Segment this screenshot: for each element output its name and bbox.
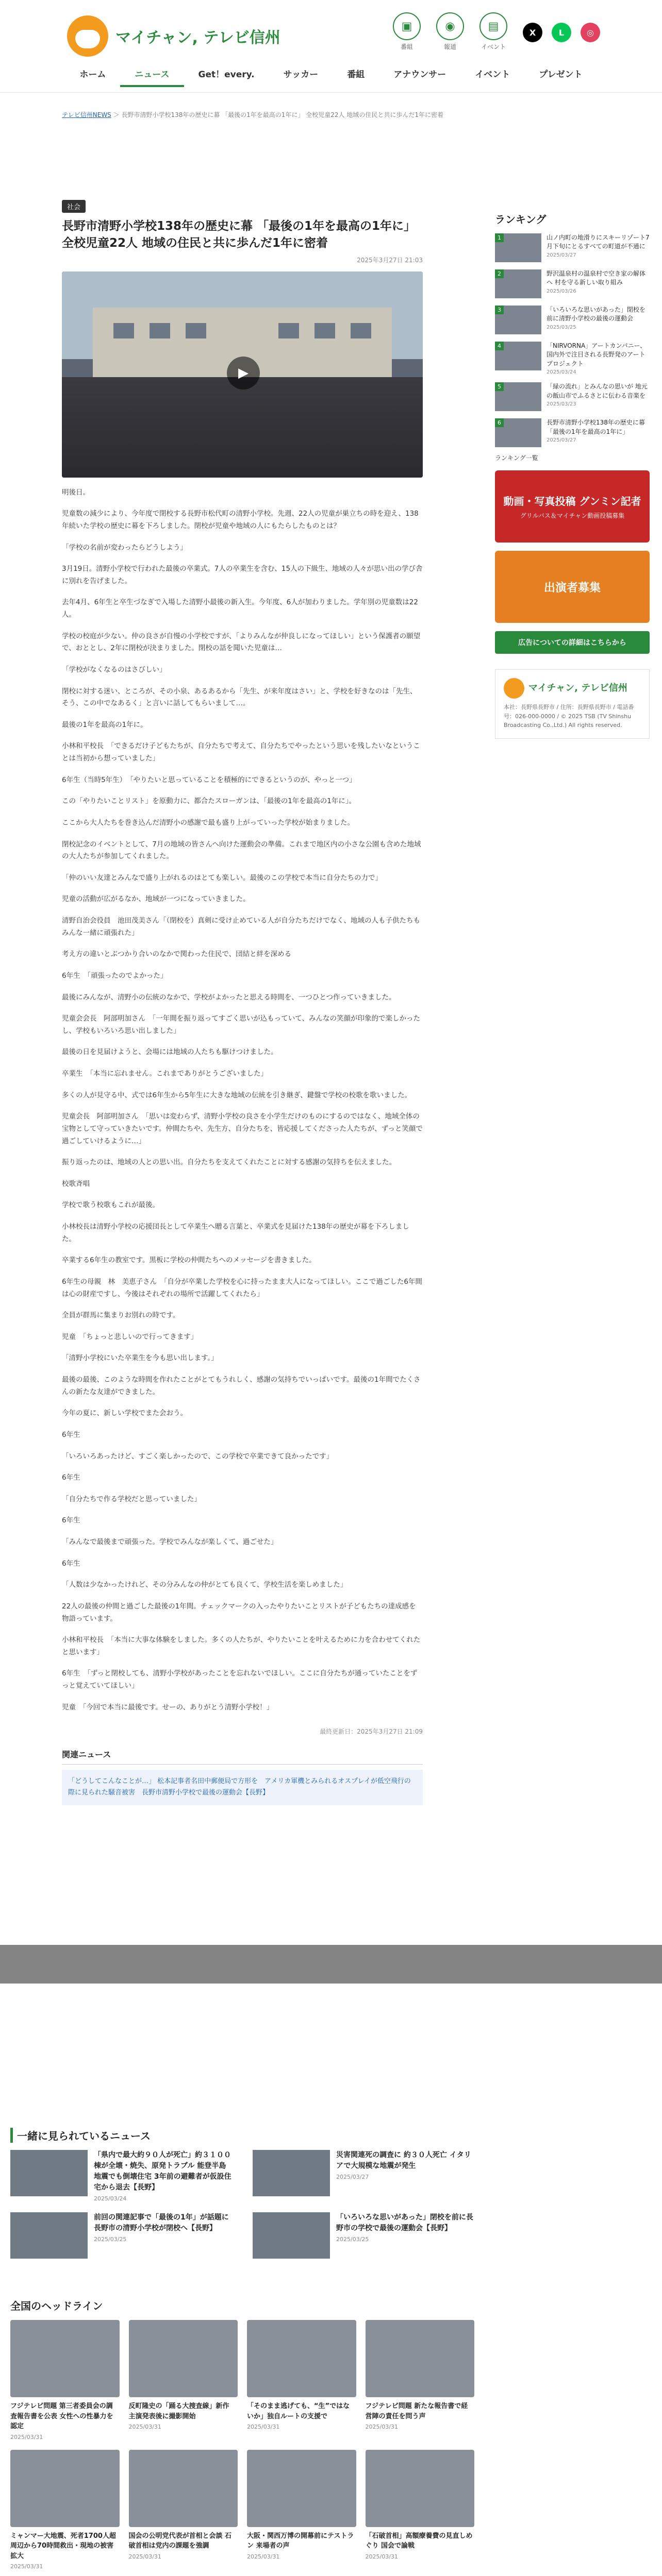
ranking-title: ランキング: [495, 213, 547, 226]
x-icon[interactable]: X: [523, 23, 542, 42]
news-title: フジテレビ問題 第三者委員会の調査報告書を公表 女性への性暴力を認定: [10, 2402, 113, 2430]
site-name: マイチャン, テレビ信州: [115, 29, 280, 47]
ranking-item[interactable]: [495, 233, 650, 262]
news-title: 反町隆史の「踊る大捜査線」新作 主演発表後に撮影開始: [128, 2402, 229, 2420]
ranking-date: 2025/03/26: [547, 288, 576, 294]
ranking-number: 1: [495, 233, 504, 242]
news-date: 2025/03/25: [94, 2236, 127, 2243]
related-links[interactable]: 「どうしてこんなことが…」 松本記事者名田中郵便局で方形を アメリカ軍機とみられるオスプレイが低空飛行の際に見られた騒音被害 長野市清野小学校で最後の運動会【長野】: [62, 1770, 423, 1805]
news-date: 2025/03/24: [94, 2195, 127, 2202]
follow-news-item[interactable]: [10, 2212, 232, 2259]
follow-news-item[interactable]: [10, 2150, 232, 2202]
header-link-tv[interactable]: [393, 12, 421, 51]
article-paragraph: 児童の活動が広がるなか、地域が一つになっていきました。: [62, 895, 250, 904]
news-title: ミャンマー大地震、死者1700人超 周辺から70時間救出・現地の被害拡大: [10, 2532, 116, 2560]
article-paragraph: 考え方の違いとぶつかり合いのなかで関わった住民で、団結と絆を深める: [62, 950, 292, 959]
calendar-icon: ▤: [479, 12, 507, 40]
article-paragraph: 学校の校庭が少ない。仲の良さが自慢の小学校ですが、「よりみんなが仲良しになってほしい」という保護者の願望で、おととし、2年に閉校が決まりました。閉校の話を聞いた児童は…: [62, 632, 421, 653]
news-thumbnail: [247, 2450, 356, 2527]
nav-every[interactable]: Get！every.: [198, 70, 255, 80]
article-paragraph: 6年生 「ずっと閉校しても、清野小学校があったことを忘れないでほしい。ここに自分たちが通っていたことをずっと覚えていてほしい」: [62, 1669, 418, 1690]
ranking-list: [495, 233, 650, 447]
banner-cast-title: 出演者募集: [543, 581, 601, 595]
article-date: 2025年3月27日 21:03: [357, 256, 423, 264]
news-card[interactable]: [10, 2450, 120, 2570]
article-paragraph: 6年生: [62, 1430, 80, 1439]
site-logo[interactable]: [67, 15, 280, 57]
news-card[interactable]: [366, 2450, 475, 2570]
banner-gunmin[interactable]: [495, 470, 650, 543]
news-date: 2025/03/31: [128, 2424, 161, 2430]
news-thumbnail: [129, 2320, 238, 2397]
news-title: 「石破首相」高額療養費の見直しめぐり 国会で論戦: [365, 2532, 473, 2550]
ranking-number: 4: [495, 342, 504, 350]
article-title: 長野市清野小学校138年の歴史に幕 「最後の1年を最高の1年に」 全校児童22人 地域の住民と共に歩んだ1年に密着: [62, 219, 416, 250]
headlines-section: [10, 2298, 474, 2570]
article-paragraph: 「いろいろあったけど、すごく楽しかったので、この学校で卒業できて良かったです」: [62, 1452, 334, 1461]
nav-news[interactable]: ニュース: [120, 62, 184, 87]
header-link-label: 番組: [400, 43, 413, 50]
article-paragraph: この「やりたいことリスト」を原動力に、都合たスローガンは、「最後の1年を最高の1年に」。: [62, 797, 356, 806]
ranking-more-link[interactable]: ランキング一覧: [495, 454, 538, 462]
article-paragraph: 「人数は少なかったけれど、その分みんなの仲がとても良くて、学校生活を楽しめました」: [62, 1581, 347, 1589]
news-card[interactable]: [366, 2320, 475, 2441]
news-date: 2025/03/31: [247, 2553, 280, 2560]
article-paragraph: 去年4月、6年生と卒生づなぎで入場した清野小最後の新入生。今年度、6人が加わりました。学年別の児童数は22人。: [62, 598, 418, 619]
article-paragraph: 卒業生 「本当に忘れません。これまでありがとうございました」: [62, 1070, 268, 1078]
ranking-item[interactable]: [495, 269, 650, 298]
article-paragraph: 「自分たちで作る学校だと思っていました」: [62, 1495, 201, 1503]
news-thumbnail: [253, 2150, 330, 2196]
news-title: 大阪・関西万博の開幕前にテストラン 来場者の声: [247, 2532, 354, 2550]
news-date: 2025/03/31: [365, 2553, 398, 2560]
sidebar-brand: マイチャン, テレビ信州: [528, 682, 627, 693]
article-paragraph: 振り返ったのは、地域の人との思い出。自分たちを支えてくれたことに対する感謝の気持ちを伝えました。: [62, 1158, 396, 1167]
line-icon[interactable]: L: [552, 23, 571, 42]
news-title: 「そのまま逃げても、“生”ではないか」独自ルートの支援で: [247, 2402, 350, 2420]
ranking-date: 2025/03/27: [547, 252, 576, 258]
article-paragraph: 児童数の減少により、今年度で閉校する長野市松代町の清野小学校。先週、22人の児童が巣立ちの時を迎え、138年続いた学校の歴史に幕を下ろしました。閉校が児童や地域の人にもたらしたものとは？: [62, 510, 419, 530]
ad-overlay: [0, 1945, 662, 1984]
article-paragraph: 最後の日を見届けようと、会場には地域の人たちも駆けつけました。: [62, 1048, 278, 1057]
instagram-icon[interactable]: ◎: [581, 23, 600, 42]
article-paragraph: 卒業する6年生の教室です。黒板に学校の仲間たちへのメッセージを書きました。: [62, 1256, 316, 1265]
article-video[interactable]: [62, 272, 423, 478]
article-paragraph: 小林和平校長 「本当に大事な体験をしました。多くの人たちが、やりたいことを叶えるために力を合わせてくれたと思います」: [62, 1636, 421, 1656]
follow-news-section: [10, 2128, 474, 2259]
article-paragraph: 3月19日。清野小学校で行われた最後の卒業式。7人の卒業生を含む、15人の下級生、地域の人々が思い出の学び舎に別れを告げました。: [62, 565, 423, 585]
article-paragraph: 児童会会長 阿部明加さん 「一年間を振り返ってすごく思いが込もっていて、みんなの笑顔が印象的で楽しかったし、学校もいろいろ思い出しました」: [62, 1014, 420, 1035]
article-paragraph: 閉校に対する迷い、ところが、その小泉、あるあるから「先生、が来年度はさい」と、学校を好きなのは「先生、そう、この中でなあるく」と言いに話してもらいまして…。: [62, 687, 417, 708]
article-paragraph: 児童会長 阿部明加さん 「思いは変わらず、清野小学校の良さを小学生だけのものにするのではなく、地域全体の宝物として守っていきたいです。仲間たちや、先生方、自分たちを、皆応援してくださった人たちが、ずっと笑顔で過ごしていけるように…」: [62, 1112, 423, 1145]
news-thumbnail: [10, 2150, 88, 2196]
site-header: [0, 0, 662, 93]
nav-programs[interactable]: 番組: [347, 70, 365, 80]
ranking-thumbnail: [495, 382, 541, 411]
header-link-event[interactable]: [479, 12, 507, 51]
article-paragraph: 校歌斉唱: [62, 1179, 90, 1188]
mascot-logo-icon: [67, 15, 108, 57]
ranking-text: 山ノ内町の地滑りにスキーリゾート7月下旬にとるすべての町道が不通に: [547, 234, 650, 250]
article-body: [62, 487, 423, 1714]
article-paragraph: 「清野小学校にいた卒業生を今も思い出します。」: [62, 1354, 218, 1363]
news-date: 2025/03/25: [336, 2236, 369, 2243]
nav-home[interactable]: ホーム: [79, 70, 106, 80]
news-title: 「県内で最大約９０人が死亡」約３１００棟が全壊・焼失、原発トラブル 能登半島地震でも倒壊住宅 3年前の避難者が仮設住宅から退去【長野】: [94, 2151, 231, 2192]
news-date: 2025/03/31: [10, 2433, 43, 2441]
news-thumbnail: [366, 2320, 475, 2397]
article-paragraph: 閉校記念のイベントとして、7月の地域の皆さんへ向けた運動会の準備。これまで地区内の小さな公園も含めた地域の大人たちが参加してくれました。: [62, 840, 421, 861]
article-updated: 最終更新日：2025年3月27日 21:09: [320, 1728, 423, 1736]
article-paragraph: 今年の夏に、新しい学校でまた会おう。: [62, 1409, 187, 1418]
mascot-logo-icon: [504, 678, 524, 699]
nav-soccer[interactable]: サッカー: [283, 70, 319, 80]
ranking-date: 2025/03/27: [547, 437, 576, 443]
news-card[interactable]: [247, 2320, 356, 2441]
news-icon: ◉: [436, 12, 464, 40]
article-paragraph: 「仲のいい友達とみんなで盛り上がれるのはとても楽しい。最後のこの学校で本当に自分たちの力で」: [62, 873, 382, 882]
article-paragraph: 最後の1年を最高の1年に。: [62, 720, 147, 729]
ranking-thumbnail: [495, 233, 541, 262]
ranking-date: 2025/03/23: [547, 401, 576, 407]
article-paragraph: 学校で歌う校歌もこれが最後。: [62, 1201, 159, 1210]
news-title: フジテレビ問題 新たな報告書で経営陣の責任を問う声: [365, 2402, 468, 2420]
article-paragraph: ここから大人たちを巻き込んだ清野小の感謝で最も盛り上がっていった学校が始まりました。: [62, 818, 354, 827]
news-thumbnail: [129, 2450, 238, 2527]
header-link-news[interactable]: [436, 12, 464, 51]
ranking-text: 野沢温泉村の温泉村で空き家の解体へ 村を守る新しい取り組み: [547, 270, 646, 286]
sidebar-footer: [495, 669, 650, 739]
ranking-number: 2: [495, 269, 504, 278]
news-title: 災害関連死の調査に 約３０人死亡 イタリアで大規模な地震が発生: [336, 2151, 471, 2170]
article-paragraph: 22人の最後の仲間と過ごした最後の1年間。チェックマークの入ったやりたいことリストが子どもたちの達成感を物語っています。: [62, 1602, 416, 1623]
article-main: [62, 139, 423, 1805]
ranking-text: 長野市清野小学校138年の歴史に幕 「最後の1年を最高の1年に」: [547, 419, 645, 435]
article-paragraph: 6年生: [62, 1559, 80, 1568]
ranking-thumbnail: [495, 306, 541, 334]
sidebar: [495, 211, 650, 739]
header-link-label: 報道: [443, 43, 456, 50]
related-title: 関連ニュース: [62, 1748, 423, 1765]
ranking-number: 6: [495, 418, 504, 427]
article-paragraph: 「みんなで最後まで頑張った。学校でみんなが楽しくて、過ごせた」: [62, 1538, 278, 1547]
ranking-text: 「いろいろな思いがあった」閉校を前に清野小学校の最後の運動会: [547, 306, 646, 323]
article-paragraph: 児童 「ちょっと悲しいので行ってきます」: [62, 1332, 198, 1341]
nav-events[interactable]: イベント: [475, 70, 510, 80]
ranking-text: 「緑の流れ」とみんなの思いが 地元の飯山市でふるさとに伝わる音楽を: [547, 383, 648, 399]
news-card[interactable]: [129, 2450, 238, 2570]
article-paragraph: 児童 「今回で本当に最後です。せーの、ありがとう清野小学校！」: [62, 1703, 274, 1711]
news-thumbnail: [247, 2320, 356, 2397]
news-thumbnail: [366, 2450, 475, 2527]
article-paragraph: 小林校長は清野小学校の応援団長として卒業生へ贈る言葉と、卒業式を見届けた138年の歴史が幕を下ろしました。: [62, 1223, 409, 1243]
news-thumbnail: [10, 2320, 120, 2397]
article-paragraph: 6年生の母親 林 美恵子さん 「自分が卒業した学校を心に持ったまま大人になってほしい。ここで過ごした6年間は心の財産ですし、今後はそれぞれの場所で活躍してくれたら」: [62, 1277, 422, 1298]
article-paragraph: 清野自治会役員 池田茂美さん「（閉校を）真剣に受け止めている人が自分たちだけでなく、地域の人も子供たちもみんな一緒に頑張れた」: [62, 917, 420, 937]
play-icon[interactable]: ▶: [227, 357, 260, 389]
ranking-item[interactable]: [495, 342, 650, 375]
news-card[interactable]: [129, 2320, 238, 2441]
ranking-item[interactable]: [495, 418, 650, 447]
news-thumbnail: [10, 2450, 120, 2527]
news-date: 2025/03/27: [336, 2174, 369, 2180]
ranking-date: 2025/03/25: [547, 324, 576, 330]
banner-gunmin-sub: グリルバス＆マイチャン動画投稿募集: [520, 512, 625, 520]
headlines-title: 全国のヘッドライン: [10, 2300, 103, 2312]
ranking-text: 「NIRVORNA」アートカンパニー、国内外で注目される長野発のアートプロジェクト: [547, 342, 647, 367]
banner-gunmin-title: 動画・写真投稿 グンミン記者: [503, 495, 641, 508]
ranking-thumbnail: [495, 269, 541, 298]
news-title: 前回の関連記事で「最後の1年」が話題に 長野市の清野小学校が閉校へ【長野】: [94, 2213, 229, 2232]
follow-news-item[interactable]: [253, 2150, 474, 2202]
ranking-number: 3: [495, 306, 504, 314]
news-title: 国会の公明党代表が首相と会談 石破首相は党内の課題を強調: [128, 2532, 232, 2550]
global-nav: [0, 62, 662, 87]
breadcrumb: [62, 110, 443, 119]
related-news: [62, 1748, 423, 1805]
news-date: 2025/03/31: [10, 2563, 43, 2570]
ranking-date: 2025/03/24: [547, 369, 576, 376]
news-date: 2025/03/31: [365, 2424, 398, 2430]
news-card[interactable]: [10, 2320, 120, 2441]
follow-news-item[interactable]: [253, 2212, 474, 2259]
article-paragraph: 全員が群馬に集まりお別れの時です。: [62, 1311, 180, 1320]
sidebar-foot-text: 本社：長野県長野市 / 住所：長野県長野市 / 電話番号：026-000-0000 / © 2025 TSB (TV Shinshu Broadcasting Co.,Ltd.) All rights reserved.: [504, 704, 634, 729]
ranking-thumbnail: [495, 342, 541, 370]
follow-news-title: 一緒に見られているニュース: [10, 2128, 474, 2143]
news-thumbnail: [10, 2212, 88, 2259]
news-card[interactable]: [247, 2450, 356, 2570]
article-paragraph: 6年生: [62, 1516, 80, 1525]
article-paragraph: 明後日。: [62, 488, 90, 497]
article-paragraph: 6年生: [62, 1473, 80, 1482]
ranking-thumbnail: [495, 418, 541, 447]
article-paragraph: 6年生 「頑張ったのでよかった」: [62, 971, 168, 980]
article-paragraph: 6年生（当時5年生） 「やりたいと思っていることを積極的にできるというのが、やっと一つ」: [62, 775, 356, 784]
ranking-number: 5: [495, 382, 504, 391]
banner-cast[interactable]: [495, 551, 650, 623]
article-paragraph: 「学校の名前が変わったらどうしよう」: [62, 543, 187, 552]
news-thumbnail: [253, 2212, 330, 2259]
article-paragraph: 最後の最後、このような時間を作れたことがとてもうれしく、感謝の気持ちでいっぱいです。最後の1年間でたくさんの新たな友達ができました。: [62, 1376, 421, 1396]
category-tag[interactable]: 社会: [62, 200, 86, 213]
news-title: 「いろいろな思いがあった」閉校を前に長野市の学校で最後の運動会【長野】: [336, 2213, 473, 2232]
breadcrumb-current: ＞ 長野市清野小学校138年の歴史に幕 「最後の1年を最高の1年に」 全校児童22人 地域の住民と共に歩んだ1年に密着: [113, 111, 443, 118]
tv-icon: ▣: [393, 12, 421, 40]
ad-info-button[interactable]: 広告についての詳細はこちらから: [495, 631, 650, 654]
nav-announcers[interactable]: アナウンサー: [393, 70, 446, 80]
article-paragraph: 多くの人が見守る中、式では6年生から5年生に大きな地域の伝統を引き継ぎ、鍵盤で学校の校歌を歌いました。: [62, 1091, 412, 1099]
news-date: 2025/03/31: [247, 2424, 280, 2430]
breadcrumb-home[interactable]: テレビ信州NEWS: [62, 111, 111, 118]
article-paragraph: 小林和平校長 「できるだけ子どもたちが、自分たちで考えて、自分たちでやったという思いを残したいなということは当初から想っていました」: [62, 742, 420, 763]
ranking-item[interactable]: [495, 382, 650, 411]
header-link-label: イベント: [481, 43, 506, 50]
nav-present[interactable]: プレゼント: [539, 70, 583, 80]
news-date: 2025/03/31: [128, 2553, 161, 2560]
ranking-item[interactable]: [495, 306, 650, 334]
article-paragraph: 「学校がなくなるのはさびしい」: [62, 665, 167, 674]
article-paragraph: 最後にみんなが、清野小の伝統のなかで、学校がよかったと思える時間を、一つひとつ作っていきました。: [62, 993, 396, 1002]
